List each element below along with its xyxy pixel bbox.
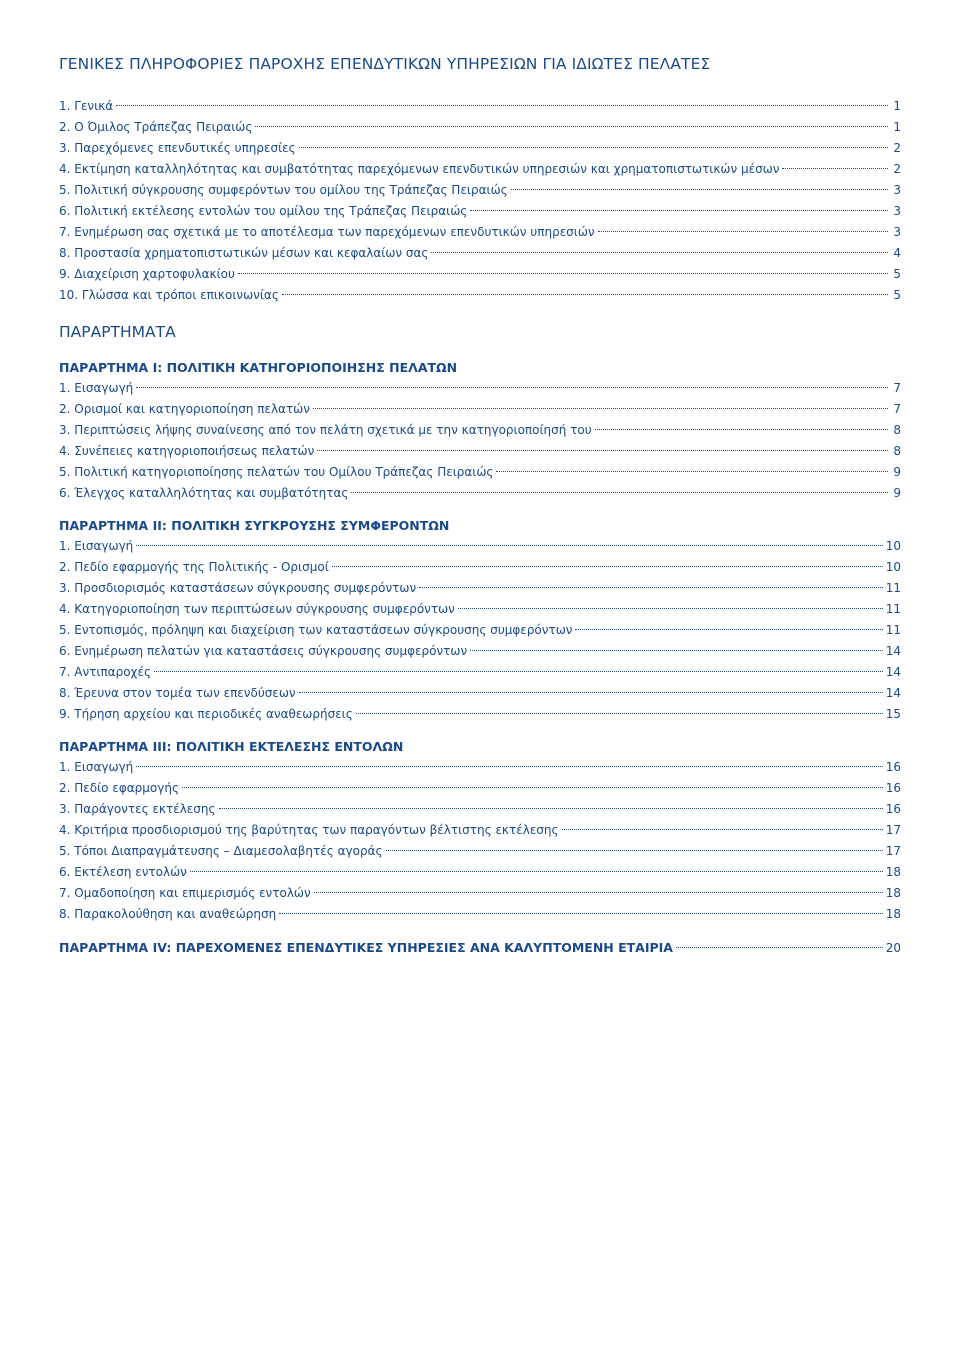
toc-entry-text: 7. Ομαδοποίηση και επιμερισμός εντολών bbox=[59, 886, 311, 900]
dot-leader bbox=[496, 471, 888, 472]
toc-entry[interactable] bbox=[59, 683, 901, 704]
toc-entry-page: 4 bbox=[893, 246, 901, 260]
dot-leader bbox=[470, 210, 888, 211]
dot-leader bbox=[136, 766, 882, 767]
toc-entry-page: 14 bbox=[885, 644, 901, 658]
toc-entry-text: 3. Προσδιορισμός καταστάσεων σύγκρουσης συμφερόντων bbox=[59, 581, 417, 595]
toc-entry-text: 3. Παρεχόμενες επενδυτικές υπηρεσίες bbox=[59, 141, 296, 155]
main-toc-list bbox=[59, 96, 901, 306]
toc-entry-text: 1. Εισαγωγή bbox=[59, 760, 134, 774]
toc-entry[interactable] bbox=[59, 620, 901, 641]
toc-entry-text: 5. Πολιτική σύγκρουσης συμφερόντων του ομίλου της Τράπεζας Πειραιώς bbox=[59, 183, 508, 197]
document-title: ΓΕΝΙΚΕΣ ΠΛΗΡΟΦΟΡΙΕΣ ΠΑΡΟΧΗΣ ΕΠΕΝΔΥΤΙΚΩΝ ΥΠΗΡΕΣΙΩΝ ΓΙΑ ΙΔΙΩΤΕΣ ΠΕΛΑΤΕΣ bbox=[59, 55, 711, 73]
toc-entry-page: 11 bbox=[885, 581, 901, 595]
toc-entry-page: 18 bbox=[885, 865, 901, 879]
toc-entry[interactable] bbox=[59, 378, 901, 399]
toc-entry-text: 8. Προστασία χρηματοπιστωτικών μέσων και κεφαλαίων σας bbox=[59, 246, 429, 260]
toc-entry[interactable] bbox=[59, 264, 901, 285]
dot-leader bbox=[154, 671, 883, 672]
toc-entry[interactable] bbox=[59, 159, 901, 180]
toc-entry[interactable] bbox=[59, 441, 901, 462]
dot-leader bbox=[238, 273, 888, 274]
toc-entry-text: 2. Ορισμοί και κατηγοριοποίηση πελατών bbox=[59, 402, 310, 416]
toc-entry-text: 7. Ενημέρωση σας σχετικά με το αποτέλεσμα των παρεχόμενων επενδυτικών υπηρεσιών bbox=[59, 225, 595, 239]
toc-entry-page: 8 bbox=[893, 444, 901, 458]
dot-leader bbox=[356, 713, 883, 714]
toc-entry[interactable] bbox=[59, 599, 901, 620]
dot-leader bbox=[299, 147, 888, 148]
dot-leader bbox=[313, 408, 888, 409]
dot-leader bbox=[332, 566, 883, 567]
toc-entry[interactable] bbox=[59, 883, 901, 904]
toc-entry[interactable] bbox=[59, 704, 901, 725]
appendix-4-entry[interactable] bbox=[59, 937, 901, 958]
toc-entry[interactable] bbox=[59, 662, 901, 683]
appendix-4-page: 20 bbox=[885, 941, 901, 955]
toc-entry[interactable] bbox=[59, 820, 901, 841]
toc-entry[interactable] bbox=[59, 757, 901, 778]
toc-entry-text: 6. Έλεγχος καταλληλότητας και συμβατότητας bbox=[59, 486, 349, 500]
appendices-heading: ΠΑΡΑΡΤΗΜΑΤΑ bbox=[59, 323, 176, 341]
toc-entry-text: 9. Τήρηση αρχείου και περιοδικές αναθεωρήσεις bbox=[59, 707, 353, 721]
toc-entry-text: 1. Εισαγωγή bbox=[59, 539, 134, 553]
toc-entry-page: 3 bbox=[893, 225, 901, 239]
toc-entry-page: 1 bbox=[893, 120, 901, 134]
toc-entry-text: 7. Αντιπαροχές bbox=[59, 665, 152, 679]
toc-entry[interactable] bbox=[59, 180, 901, 201]
dot-leader bbox=[190, 871, 883, 872]
dot-leader bbox=[782, 168, 888, 169]
toc-entry-text: 4. Εκτίμηση καταλληλότητας και συμβατότητας παρεχόμενων επενδυτικών υπηρεσιών και χρηματοπιστωτικών μέσων bbox=[59, 162, 780, 176]
toc-entry-page: 3 bbox=[893, 204, 901, 218]
toc-entry[interactable] bbox=[59, 536, 901, 557]
toc-entry-text: 6. Εκτέλεση εντολών bbox=[59, 865, 187, 879]
toc-entry-text: 6. Ενημέρωση πελατών για καταστάσεις σύγκρουσης συμφερόντων bbox=[59, 644, 468, 658]
dot-leader bbox=[562, 829, 883, 830]
appendix-2-heading: ΠΑΡΑΡΤΗΜΑ II: ΠΟΛΙΤΙΚΗ ΣΥΓΚΡΟΥΣΗΣ ΣΥΜΦΕΡΟΝΤΩΝ bbox=[59, 518, 450, 533]
toc-entry-text: 9. Διαχείριση χαρτοφυλακίου bbox=[59, 267, 235, 281]
dot-leader bbox=[136, 545, 882, 546]
toc-entry-page: 7 bbox=[893, 381, 901, 395]
dot-leader bbox=[282, 294, 888, 295]
toc-entry-page: 9 bbox=[893, 465, 901, 479]
dot-leader bbox=[431, 252, 888, 253]
dot-leader bbox=[255, 126, 888, 127]
dot-leader bbox=[458, 608, 883, 609]
toc-entry-text: 2. Ο Όμιλος Τράπεζας Πειραιώς bbox=[59, 120, 253, 134]
dot-leader bbox=[575, 629, 882, 630]
appendix-1-heading: ΠΑΡΑΡΤΗΜΑ I: ΠΟΛΙΤΙΚΗ ΚΑΤΗΓΟΡΙΟΠΟΙΗΣΗΣ ΠΕΛΑΤΩΝ bbox=[59, 360, 458, 375]
appendix-1-list bbox=[59, 378, 901, 504]
toc-entry-page: 7 bbox=[893, 402, 901, 416]
toc-entry-page: 18 bbox=[885, 886, 901, 900]
toc-entry-text: 6. Πολιτική εκτέλεσης εντολών του ομίλου της Τράπεζας Πειραιώς bbox=[59, 204, 468, 218]
toc-entry[interactable] bbox=[59, 462, 901, 483]
toc-entry-page: 1 bbox=[893, 99, 901, 113]
toc-entry-text: 5. Τόποι Διαπραγμάτευσης – Διαμεσολαβητές αγοράς bbox=[59, 844, 383, 858]
toc-entry-text: 5. Εντοπισμός, πρόληψη και διαχείριση των καταστάσεων σύγκρουσης συμφερόντων bbox=[59, 623, 573, 637]
toc-entry-page: 2 bbox=[893, 162, 901, 176]
toc-entry-page: 11 bbox=[885, 602, 901, 616]
dot-leader bbox=[317, 450, 888, 451]
toc-entry-text: 4. Κριτήρια προσδιορισμού της βαρύτητας των παραγόντων βέλτιστης εκτέλεσης bbox=[59, 823, 559, 837]
toc-entry-text: 4. Συνέπειες κατηγοριοποιήσεως πελατών bbox=[59, 444, 315, 458]
toc-entry[interactable] bbox=[59, 117, 901, 138]
toc-entry[interactable] bbox=[59, 778, 901, 799]
toc-entry[interactable] bbox=[59, 862, 901, 883]
toc-entry[interactable] bbox=[59, 641, 901, 662]
toc-entry-page: 17 bbox=[885, 823, 901, 837]
dot-leader bbox=[182, 787, 883, 788]
toc-entry[interactable] bbox=[59, 285, 901, 306]
toc-entry-page: 18 bbox=[885, 907, 901, 921]
toc-entry-page: 14 bbox=[885, 686, 901, 700]
toc-entry-text: 1. Εισαγωγή bbox=[59, 381, 134, 395]
toc-entry[interactable] bbox=[59, 243, 901, 264]
toc-entry-text: 1. Γενικά bbox=[59, 99, 114, 113]
appendix-4-text: ΠΑΡΑΡΤΗΜΑ IV: ΠΑΡΕΧΟΜΕΝΕΣ ΕΠΕΝΔΥΤΙΚΕΣ ΥΠΗΡΕΣΙΕΣ ΑΝΑ ΚΑΛΥΠΤΟΜΕΝΗ ΕΤΑΙΡΙΑ bbox=[59, 940, 673, 955]
appendix-2-list bbox=[59, 536, 901, 725]
dot-leader bbox=[676, 947, 883, 948]
toc-entry-text: 5. Πολιτική κατηγοριοποίησης πελατών του Ομίλου Τράπεζας Πειραιώς bbox=[59, 465, 494, 479]
dot-leader bbox=[386, 850, 883, 851]
toc-entry-page: 14 bbox=[885, 665, 901, 679]
toc-entry-page: 16 bbox=[885, 781, 901, 795]
toc-entry[interactable] bbox=[59, 399, 901, 420]
toc-entry-text: 2. Πεδίο εφαρμογής της Πολιτικής - Ορισμοί bbox=[59, 560, 329, 574]
toc-entry-page: 16 bbox=[885, 802, 901, 816]
toc-entry-page: 10 bbox=[885, 539, 901, 553]
toc-entry-page: 8 bbox=[893, 423, 901, 437]
dot-leader bbox=[219, 808, 883, 809]
toc-entry-text: 2. Πεδίο εφαρμογής bbox=[59, 781, 179, 795]
toc-entry[interactable] bbox=[59, 138, 901, 159]
toc-entry-text: 10. Γλώσσα και τρόποι επικοινωνίας bbox=[59, 288, 279, 302]
toc-entry-page: 9 bbox=[893, 486, 901, 500]
dot-leader bbox=[419, 587, 883, 588]
dot-leader bbox=[598, 231, 888, 232]
toc-entry-page: 5 bbox=[893, 288, 901, 302]
toc-entry[interactable] bbox=[59, 578, 901, 599]
dot-leader bbox=[351, 492, 888, 493]
dot-leader bbox=[279, 913, 883, 914]
toc-entry[interactable] bbox=[59, 841, 901, 862]
toc-entry[interactable] bbox=[59, 799, 901, 820]
toc-entry[interactable] bbox=[59, 222, 901, 243]
toc-entry-page: 2 bbox=[893, 141, 901, 155]
appendix-3-heading: ΠΑΡΑΡΤΗΜΑ III: ΠΟΛΙΤΙΚΗ ΕΚΤΕΛΕΣΗΣ ΕΝΤΟΛΩΝ bbox=[59, 739, 404, 754]
dot-leader bbox=[136, 387, 888, 388]
toc-entry[interactable] bbox=[59, 483, 901, 504]
dot-leader bbox=[595, 429, 888, 430]
dot-leader bbox=[314, 892, 883, 893]
toc-entry-text: 3. Παράγοντες εκτέλεσης bbox=[59, 802, 216, 816]
toc-entry-page: 15 bbox=[885, 707, 901, 721]
toc-entry-text: 8. Έρευνα στον τομέα των επενδύσεων bbox=[59, 686, 296, 700]
dot-leader bbox=[470, 650, 883, 651]
table-of-contents bbox=[59, 52, 901, 958]
toc-entry[interactable] bbox=[59, 557, 901, 578]
toc-entry-text: 8. Παρακολούθηση και αναθεώρηση bbox=[59, 907, 277, 921]
dot-leader bbox=[511, 189, 888, 190]
toc-entry[interactable] bbox=[59, 904, 901, 925]
toc-entry[interactable] bbox=[59, 96, 901, 117]
toc-entry-page: 16 bbox=[885, 760, 901, 774]
toc-entry-page: 11 bbox=[885, 623, 901, 637]
toc-entry-page: 5 bbox=[893, 267, 901, 281]
appendix-3-list bbox=[59, 757, 901, 925]
dot-leader bbox=[116, 105, 888, 106]
toc-entry[interactable] bbox=[59, 201, 901, 222]
toc-entry-text: 4. Κατηγοριοποίηση των περιπτώσεων σύγκρουσης συμφερόντων bbox=[59, 602, 455, 616]
toc-entry-page: 10 bbox=[885, 560, 901, 574]
toc-entry[interactable] bbox=[59, 420, 901, 441]
toc-entry-text: 3. Περιπτώσεις λήψης συναίνεσης από τον πελάτη σχετικά με την κατηγοριοποίησή του bbox=[59, 423, 592, 437]
toc-entry-page: 3 bbox=[893, 183, 901, 197]
dot-leader bbox=[299, 692, 883, 693]
toc-entry-page: 17 bbox=[885, 844, 901, 858]
